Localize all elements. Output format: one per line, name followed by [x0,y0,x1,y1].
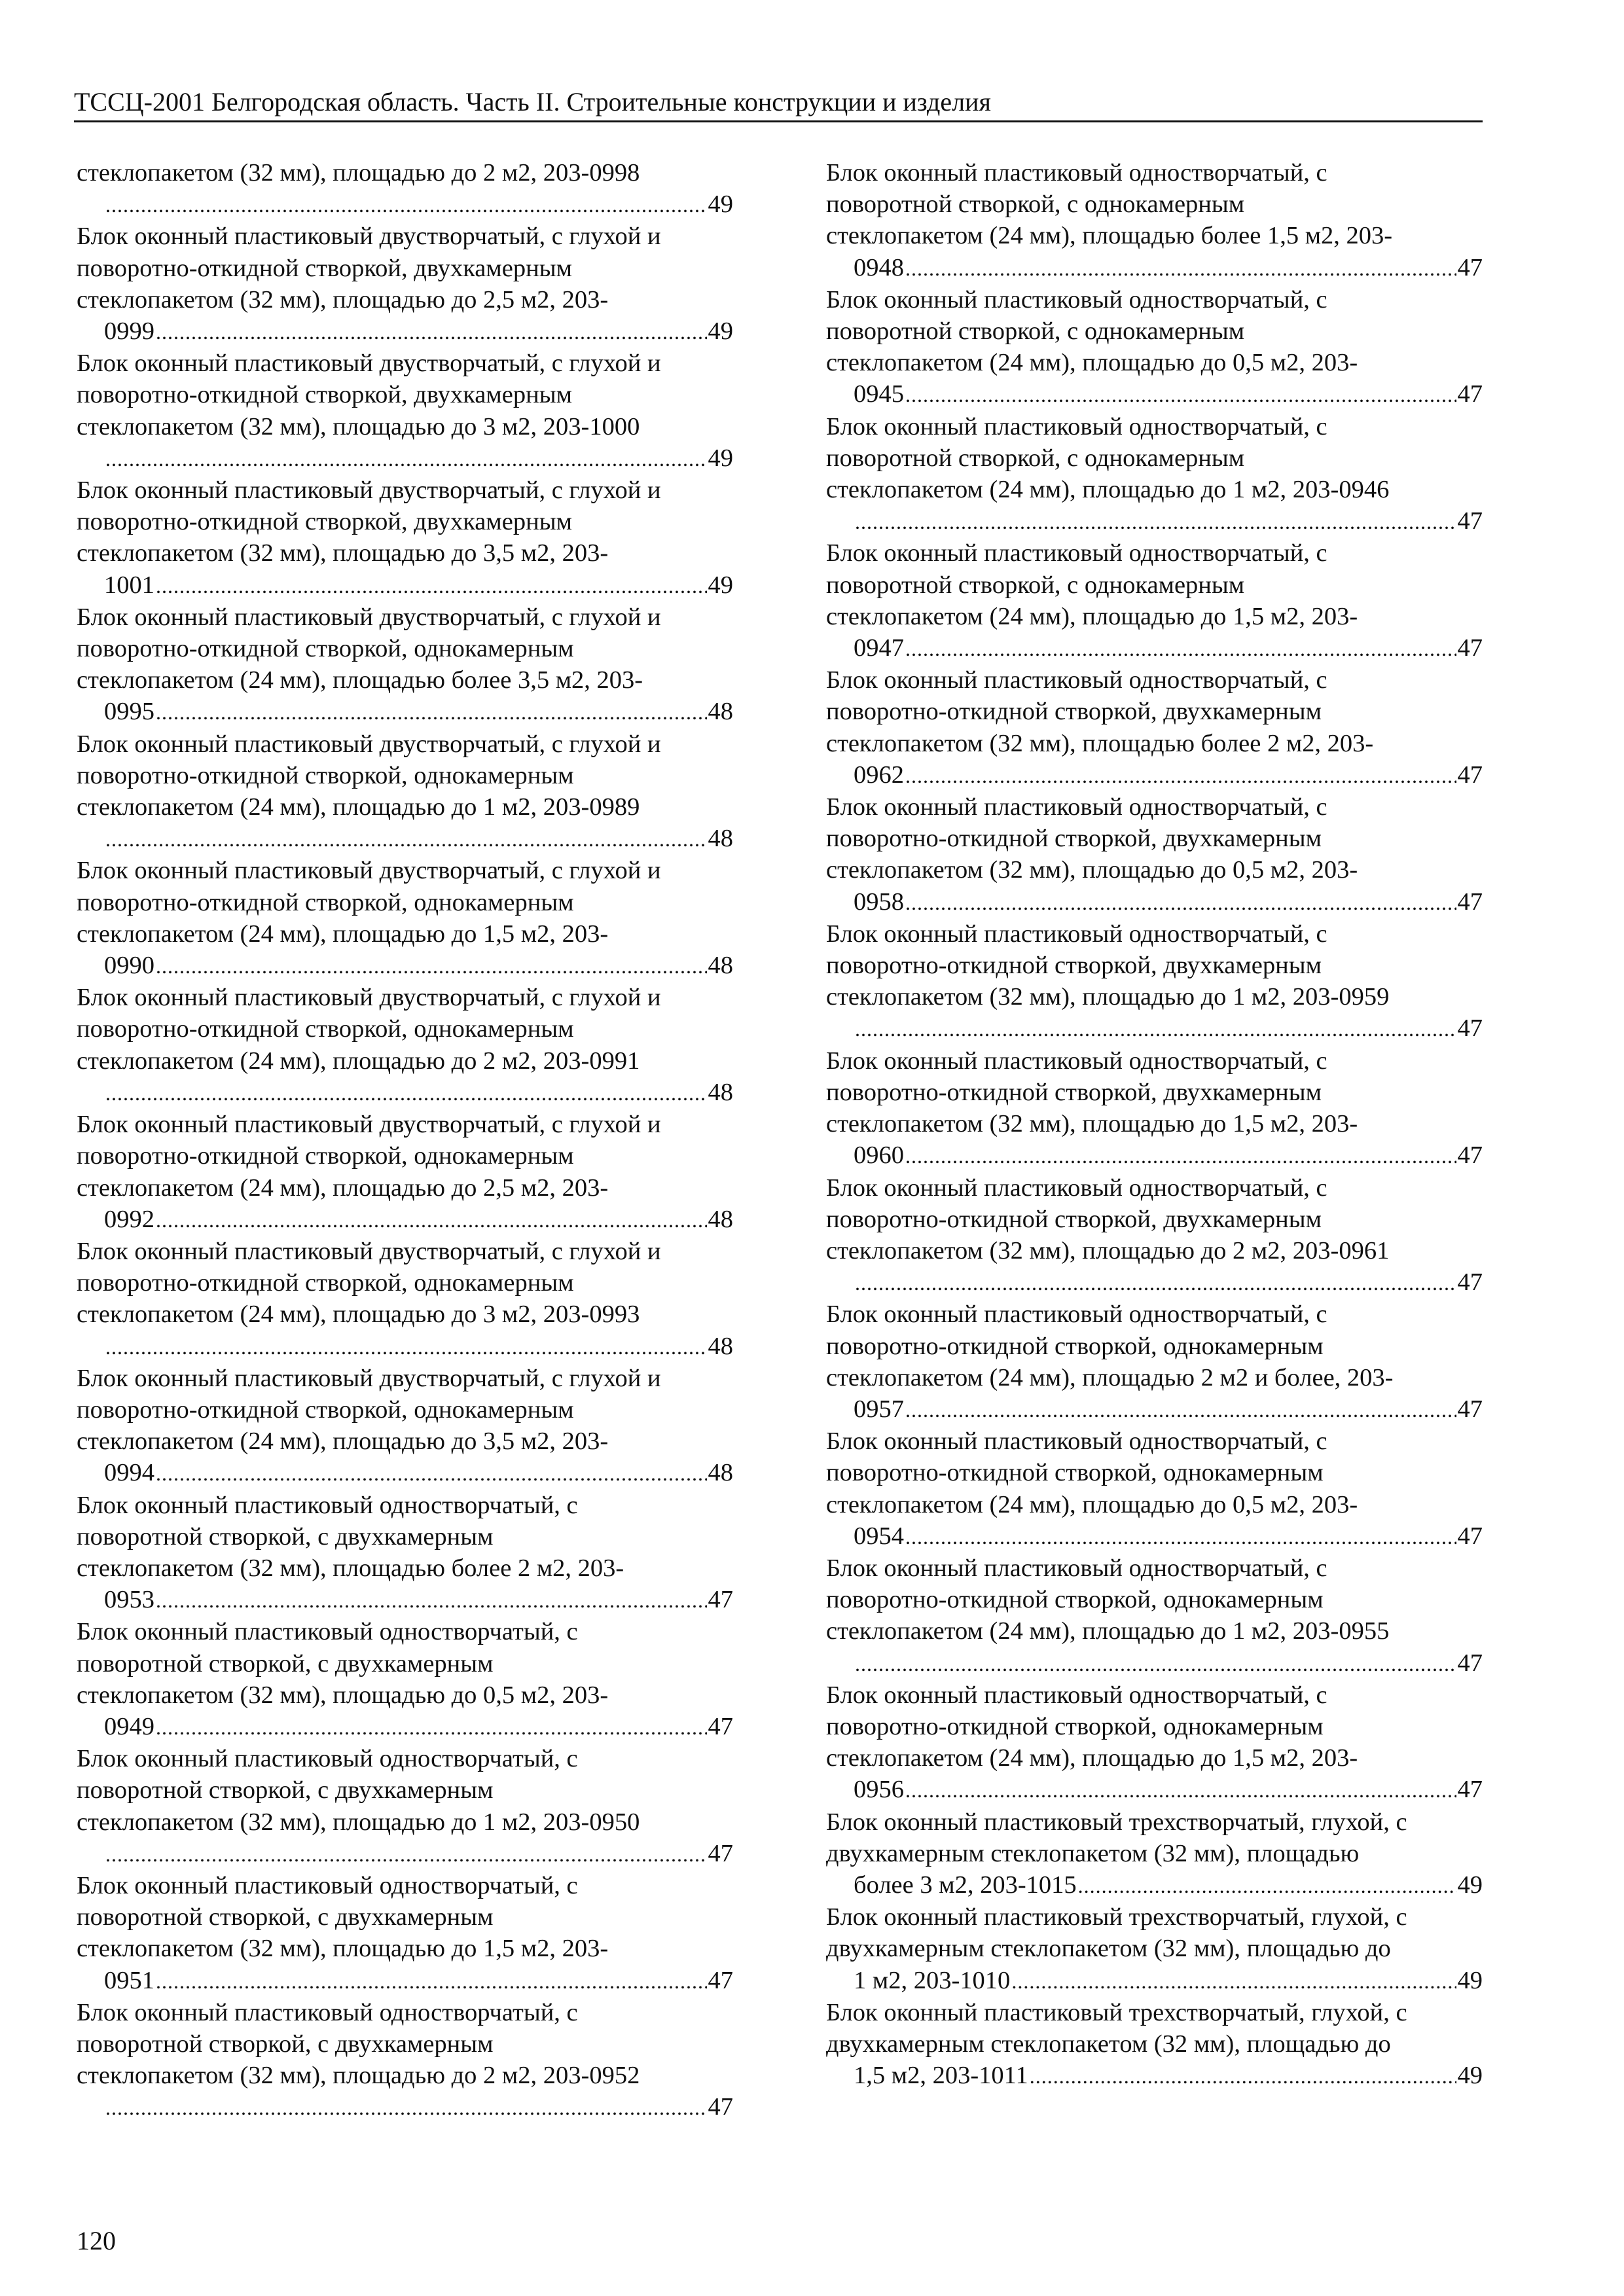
toc-entry-line: Блок оконный пластиковый одностворчатый, с [826,1174,1327,1202]
toc-entry-line: стеклопакетом (32 мм), площадью до 3,5 м2, 203- [77,539,609,567]
toc-entry-page-number: 49 [1457,1871,1483,1899]
toc-entry-leader-text: более 3 м2, 203-1015 [854,1871,1077,1899]
toc-entry [77,1870,733,1997]
toc-entry-leader-line [104,950,733,982]
dot-leader [855,506,1456,537]
toc-entry-line: поворотной створкой, с двухкамерным [77,2030,494,2058]
toc-entry-line: стеклопакетом (32 мм), площадью до 2 м2, 203-0952 [77,2062,640,2090]
toc-entry-line: поворотно-откидной створкой, однокамерным [77,761,574,789]
toc-entry-leader-text: 0962 [854,761,904,789]
toc-entry-line: стеклопакетом (24 мм), площадью более 1,5 м2, 203- [826,222,1393,250]
toc-entry-page-number: 48 [708,952,733,980]
toc-entry-line: Блок оконный пластиковый двустворчатый, с глухой и [77,1237,661,1265]
toc-entry-page-number: 47 [1457,1649,1483,1677]
toc-entry-line: Блок оконный пластиковый двустворчатый, с глухой и [77,857,661,885]
toc-entry-line: Блок оконный пластиковый одностворчатый, с [77,1491,578,1519]
toc-entry [77,855,733,982]
dot-leader [1011,1965,1456,1997]
toc-entry-line: поворотно-откидной створкой, однокамерным [77,1142,574,1170]
toc-entry-page-number: 48 [708,1205,733,1233]
toc-entry-line: поворотно-откидной створкой, однокамерным [77,635,574,663]
toc-entry-leader-text: 0953 [104,1586,154,1614]
toc-entry-leader-text: 1,5 м2, 203-1011 [854,2062,1028,2090]
toc-entry-leader-line [854,1965,1483,1997]
toc-entry-leader-text: 0948 [854,253,904,281]
toc-entry-line: поворотно-откидной створкой, двухкамерным [826,698,1322,726]
toc-entry [826,411,1483,538]
dot-leader [105,189,707,221]
toc-entry [826,1552,1483,1679]
toc-entry [77,1616,733,1743]
toc-entry-line: стеклопакетом (32 мм), площадью до 1,5 м2, 203- [826,1110,1358,1138]
toc-entry-page-number: 49 [1457,2062,1483,2090]
toc-entry-line: стеклопакетом (24 мм), площадью 2 м2 и более, 203- [826,1363,1394,1391]
toc-entry-line: поворотно-откидной створкой, двухкамерным [77,381,572,409]
toc-entry-line: поворотно-откидной створкой, однокамерным [826,1332,1324,1360]
toc-entry-page-number: 49 [708,317,733,346]
dot-leader [905,1774,1456,1806]
dot-leader [105,823,707,855]
toc-entry-line: стеклопакетом (24 мм), площадью до 0,5 м2, 203- [826,1490,1358,1518]
toc-entry [826,1299,1483,1426]
toc-entry-line: поворотной створкой, с двухкамерным [77,1903,494,1931]
toc-entry-line: Блок оконный пластиковый одностворчатый, с [826,285,1327,314]
toc-entry-leader-text: 0960 [854,1141,904,1170]
toc-entry-leader-line [104,1077,733,1109]
toc-entry [826,791,1483,918]
toc-entry-leader-line [854,1139,1483,1172]
toc-entry-page-number: 47 [1457,1395,1483,1423]
toc-entry-leader-line [854,505,1483,537]
toc-entry-page-number: 47 [1457,380,1483,408]
toc-entry-line: стеклопакетом (32 мм), площадью до 1,5 м2, 203- [77,1935,609,1963]
toc-entry-page-number: 48 [708,698,733,726]
toc-entry [826,284,1483,411]
toc-entry-line: Блок оконный пластиковый одностворчатый, с [826,793,1327,821]
toc-entry [826,1997,1483,2092]
toc-entry-leader-text: 0949 [104,1712,154,1740]
toc-entry [77,157,733,221]
toc-entry-leader-line [104,1584,733,1616]
toc-entry-page-number: 49 [1457,1966,1483,1994]
dot-leader [1030,2060,1456,2092]
toc-entry-page-number: 47 [708,1586,733,1614]
toc-entry-line: поворотной створкой, с двухкамерным [77,1776,494,1804]
toc-entry-leader-text: 0956 [854,1776,904,1804]
toc-entry-line: Блок оконный пластиковый двустворчатый, с глухой и [77,350,661,378]
dot-leader [156,696,707,728]
toc-entry [77,1109,733,1236]
toc-entry-page-number: 49 [708,444,733,472]
toc-entry [77,982,733,1109]
toc-entry [826,1172,1483,1299]
toc-entry-leader-text: 0958 [854,888,904,916]
toc-entry-leader-line [104,1204,733,1236]
toc-entry [77,1997,733,2124]
toc-entry [826,1679,1483,1806]
toc-entry-leader-line [854,1013,1483,1045]
toc-entry-line: поворотно-откидной створкой, двухкамерным [826,825,1322,853]
toc-entry-line: поворотно-откидной створкой, двухкамерным [826,1205,1322,1233]
toc-entry-line: стеклопакетом (32 мм), площадью более 2 м2, 203- [826,729,1374,757]
toc-entry [826,157,1483,284]
toc-entry-line: поворотной створкой, с двухкамерным [77,1522,494,1551]
toc-entry-leader-line [854,2060,1483,2092]
toc-entry-line: Блок оконный пластиковый двустворчатый, с глухой и [77,730,661,758]
toc-entry-line: Блок оконный пластиковый одностворчатый, с [826,539,1327,567]
toc-entry [77,348,733,475]
toc-entry [826,1426,1483,1552]
toc-entry-page-number: 47 [708,1712,733,1740]
toc-column-right [826,157,1483,2092]
toc-entry-line: поворотной створкой, с однокамерным [826,317,1245,346]
toc-entry-line: поворотно-откидной створкой, однокамерным [826,1459,1324,1487]
toc-entry-line: поворотно-откидной створкой, однокамерным [826,1586,1324,1614]
toc-entry-line: поворотно-откидной створкой, двухкамерным [77,508,572,536]
dot-leader [156,1204,707,1236]
toc-entry-leader-line [854,1266,1483,1299]
toc-entry-line: поворотной створкой, с двухкамерным [77,1649,494,1677]
toc-entry [77,728,733,855]
toc-entry-leader-text: 0990 [104,952,154,980]
toc-entry-line: Блок оконный пластиковый одностворчатый, с [826,1427,1327,1456]
toc-entry-line: Блок оконный пластиковый двустворчатый, с глухой и [77,1111,661,1139]
dot-leader [905,887,1456,918]
toc-entry-leader-line [104,569,733,601]
toc-entry-page-number: 47 [1457,1141,1483,1170]
toc-entry-leader-line [854,759,1483,791]
dot-leader [905,1394,1456,1426]
toc-entry-line: Блок оконный пластиковый одностворчатый, с [826,412,1327,440]
toc-entry-line: стеклопакетом (24 мм), площадью до 1 м2, 203-0989 [77,793,640,821]
toc-entry-leader-line [854,1647,1483,1679]
toc-entry-page-number: 48 [708,825,733,853]
dot-leader [105,1077,707,1109]
toc-entry-page-number: 48 [708,1332,733,1360]
page-number: 120 [77,2226,116,2255]
toc-entry-line: стеклопакетом (32 мм), площадью до 2 м2, 203-0998 [77,159,640,187]
toc-entry-page-number: 47 [708,1966,733,1994]
toc-entry-leader-text: 0947 [854,634,904,662]
toc-entry-page-number: 48 [708,1459,733,1487]
toc-entry-line: поворотно-откидной створкой, двухкамерным [826,1078,1322,1106]
dot-leader [855,1648,1456,1679]
toc-entry-page-number: 47 [1457,1268,1483,1297]
toc-entry-line: стеклопакетом (24 мм), площадью более 3,5 м2, 203- [77,666,643,694]
toc-entry-line: поворотно-откидной створкой, однокамерным [77,1269,574,1297]
toc-entry-line: Блок оконный пластиковый одностворчатый, с [77,1871,578,1899]
toc-entry-line: Блок оконный пластиковый одностворчатый, с [826,920,1327,948]
toc-entry-line: стеклопакетом (32 мм), площадью до 0,5 м2, 203- [77,1681,609,1709]
toc-entry-leader-line [104,1457,733,1489]
page-header [74,84,1483,122]
toc-entry-page-number: 47 [1457,1522,1483,1550]
toc-entry-line: двухкамерным стеклопакетом (32 мм), площадью до [826,2030,1391,2058]
toc-entry-line: поворотно-откидной створкой, однокамерным [826,1712,1324,1740]
toc-entry [77,1363,733,1490]
toc-entry [826,664,1483,791]
dot-leader [156,1585,707,1616]
toc-entry-line: Блок оконный пластиковый трехстворчатый, глухой, с [826,1903,1407,1931]
toc-entry [77,1236,733,1363]
toc-entry [826,1901,1483,1997]
toc-entry-leader-line [104,1838,733,1870]
toc-entry-line: стеклопакетом (32 мм), площадью более 2 м2, 203- [77,1554,624,1582]
toc-entry-leader-line [854,378,1483,410]
toc-entry-page-number: 47 [1457,507,1483,535]
toc-entry-leader-line [104,188,733,221]
toc-entry-leader-line [104,696,733,728]
toc-entry-line: стеклопакетом (24 мм), площадью до 1,5 м2, 203- [77,920,609,948]
toc-entry-line: Блок оконный пластиковый одностворчатый, с [826,666,1327,694]
toc-entry-page-number: 49 [708,190,733,219]
toc-entry [77,601,733,728]
toc-entry-leader-line [104,1965,733,1997]
toc-entry-line: поворотно-откидной створкой, однокамерным [77,888,574,916]
toc-entry-leader-line [854,1774,1483,1806]
toc-entry-line: двухкамерным стеклопакетом (32 мм), площадью до [826,1935,1391,1963]
toc-entry-page-number: 47 [708,2093,733,2121]
toc-entry-line: Блок оконный пластиковый одностворчатый, с [826,1554,1327,1582]
toc-entry-line: стеклопакетом (24 мм), площадью до 2 м2, 203-0991 [77,1047,640,1075]
toc-entry-line: поворотно-откидной створкой, двухкамерным [826,952,1322,980]
dot-leader [105,2092,707,2123]
toc-entry-line: Блок оконный пластиковый одностворчатый, с [826,159,1327,187]
toc-entry-leader-line [104,823,733,855]
toc-entry [77,1490,733,1617]
toc-entry [826,918,1483,1045]
dot-leader [156,1458,707,1489]
toc-entry-line: поворотной створкой, с однокамерным [826,571,1245,599]
toc-entry [826,1045,1483,1172]
toc-entry-line: Блок оконный пластиковый двустворчатый, с глухой и [77,476,661,505]
toc-entry-line: стеклопакетом (24 мм), площадью до 1 м2, 203-0955 [826,1617,1390,1645]
toc-entry-leader-text: 0951 [104,1966,154,1994]
toc-entry-leader-text: 1 м2, 203-1010 [854,1966,1011,1994]
toc-entry-leader-line [104,1331,733,1363]
dot-leader [156,570,707,601]
toc-entry-leader-text: 1001 [104,571,154,599]
toc-entry-leader-line [104,315,733,348]
dot-leader [905,379,1456,410]
toc-entry-leader-line [854,1869,1483,1901]
dot-leader [905,1521,1456,1552]
toc-entry-leader-text: 0954 [854,1522,904,1550]
dot-leader [905,253,1456,284]
toc-entry [826,537,1483,664]
toc-entry-line: Блок оконный пластиковый одностворчатый, с [77,1998,578,2026]
toc-entry [826,1806,1483,1902]
toc-entry-line: стеклопакетом (32 мм), площадью до 0,5 м2, 203- [826,856,1358,884]
dot-leader [905,760,1456,791]
toc-entry-line: стеклопакетом (24 мм), площадью до 3 м2, 203-0993 [77,1300,640,1329]
toc-entry-line: стеклопакетом (32 мм), площадью до 2 м2, 203-0961 [826,1236,1390,1265]
toc-entry-leader-text: 0957 [854,1395,904,1423]
toc-entry-line: Блок оконный пластиковый одностворчатый, с [826,1047,1327,1075]
toc-entry-line: стеклопакетом (24 мм), площадью до 1 м2, 203-0946 [826,476,1390,504]
toc-entry-line: двухкамерным стеклопакетом (32 мм), площадью [826,1839,1360,1867]
toc-entry-line: стеклопакетом (32 мм), площадью до 3 м2, 203-1000 [77,412,640,440]
toc-entry-line: стеклопакетом (24 мм), площадью до 1,5 м2, 203- [826,602,1358,630]
toc-entry-line: Блок оконный пластиковый двустворчатый, с глухой и [77,603,661,631]
toc-entry-page-number: 47 [1457,634,1483,662]
toc-entry-leader-text: 0992 [104,1205,154,1233]
toc-entry-page-number: 48 [708,1078,733,1106]
dot-leader [905,1140,1456,1172]
dot-leader [855,1013,1456,1045]
toc-entry-leader-line [104,1711,733,1743]
toc-entry-line: стеклопакетом (24 мм), площадью до 3,5 м2, 203- [77,1427,609,1456]
toc-entry-line: Блок оконный пластиковый трехстворчатый, глухой, с [826,1998,1407,2026]
toc-entry-leader-text: 0945 [854,380,904,408]
toc-entry-line: поворотно-откидной створкой, однокамерным [77,1015,574,1043]
toc-entry-leader-line [104,2091,733,2123]
toc-entry [77,221,733,348]
toc-entry-leader-line [854,632,1483,664]
dot-leader [105,1839,707,1870]
toc-entry-line: Блок оконный пластиковый трехстворчатый, глухой, с [826,1808,1407,1836]
toc-entry-leader-line [854,1393,1483,1426]
dot-leader [1078,1870,1456,1901]
toc-entry-line: Блок оконный пластиковый двустворчатый, с глухой и [77,984,661,1012]
toc-entry-leader-text: 0994 [104,1459,154,1487]
dot-leader [855,1267,1456,1299]
toc-entry-page-number: 47 [1457,253,1483,281]
toc-entry-line: Блок оконный пластиковый одностворчатый, с [77,1745,578,1773]
toc-entry-leader-line [104,442,733,475]
toc-entry-line: стеклопакетом (24 мм), площадью до 1,5 м2, 203- [826,1744,1358,1772]
toc-entry-line: Блок оконный пластиковый одностворчатый, с [77,1618,578,1646]
toc-entry-page-number: 47 [708,1839,733,1867]
dot-leader [105,1331,707,1363]
toc-entry [77,1743,733,1870]
toc-entry-page-number: 49 [708,571,733,599]
toc-entry-page-number: 47 [1457,1014,1483,1043]
dot-leader [156,1965,707,1997]
toc-entry-line: стеклопакетом (32 мм), площадью до 2,5 м2, 203- [77,285,609,314]
toc-entry-leader-line [854,252,1483,284]
dot-leader [156,950,707,982]
toc-entry-page-number: 47 [1457,761,1483,789]
toc-entry [77,475,733,601]
toc-entry-line: стеклопакетом (24 мм), площадью до 0,5 м2, 203- [826,349,1358,377]
toc-entry-line: Блок оконный пластиковый двустворчатый, с глухой и [77,1364,661,1392]
toc-column-left [77,157,733,2124]
toc-entry-leader-text: 0995 [104,698,154,726]
toc-entry-leader-line [854,1520,1483,1552]
toc-entry-line: поворотной створкой, с однокамерным [826,444,1245,472]
toc-entry-page-number: 47 [1457,888,1483,916]
dot-leader [156,1712,707,1743]
dot-leader [905,633,1456,664]
toc-entry-line: поворотно-откидной створкой, однокамерным [77,1395,574,1424]
toc-entry-line: поворотно-откидной створкой, двухкамерным [77,254,572,282]
toc-entry-line: стеклопакетом (32 мм), площадью до 1 м2, 203-0959 [826,983,1390,1011]
header-title: ТССЦ-2001 Белгородская область. Часть II. Строительные конструкции и изделия [74,87,991,117]
toc-entry-line: стеклопакетом (32 мм), площадью до 1 м2, 203-0950 [77,1808,640,1836]
toc-entry-page-number: 47 [1457,1776,1483,1804]
toc-entry-leader-line [854,886,1483,918]
dot-leader [105,443,707,475]
toc-entry-leader-text: 0999 [104,317,154,346]
toc-entry-line: Блок оконный пластиковый одностворчатый, с [826,1681,1327,1709]
toc-entry-line: Блок оконный пластиковый одностворчатый, с [826,1300,1327,1329]
toc-entry-line: поворотной створкой, с однокамерным [826,190,1245,219]
toc-entry-line: Блок оконный пластиковый двустворчатый, с глухой и [77,223,661,251]
dot-leader [156,316,707,348]
toc-entry-line: стеклопакетом (24 мм), площадью до 2,5 м2, 203- [77,1174,609,1202]
